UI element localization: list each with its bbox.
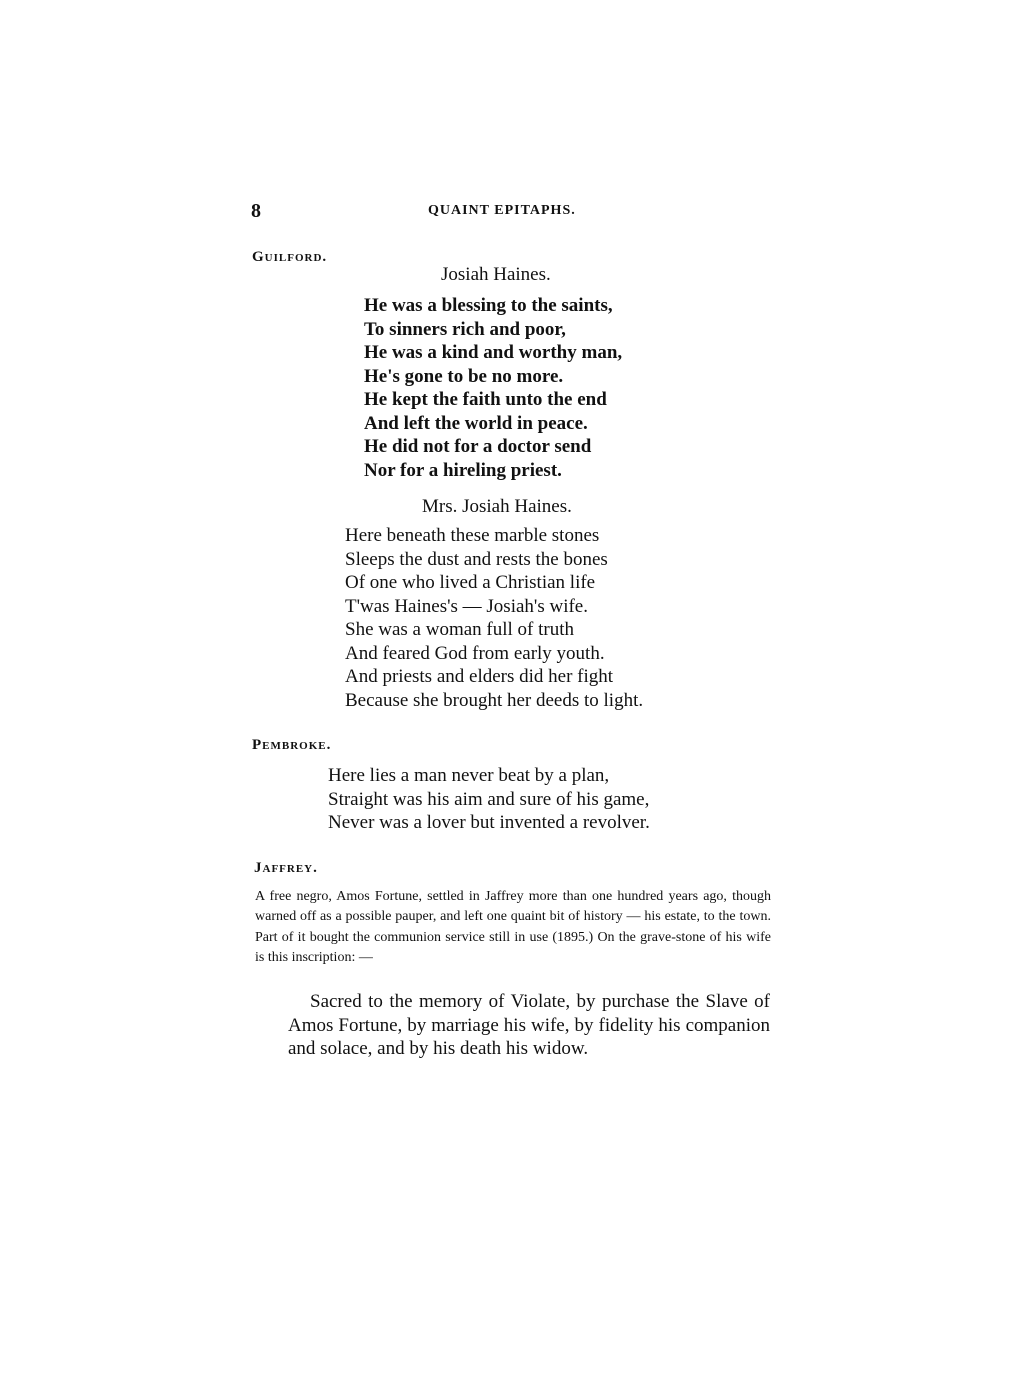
verse-line: Of one who lived a Christian life: [345, 572, 596, 593]
verse-line: And priests and elders did her fight: [345, 666, 614, 687]
verse-line: Sleeps the dust and rests the bones: [345, 548, 608, 570]
epitaph-verse-mrs-josiah-haines: [345, 524, 643, 712]
verse-line: He kept the faith unto the end: [364, 389, 607, 410]
verse-line: He did not for a doctor send: [364, 436, 592, 457]
verse-line: She was a woman full of truth: [345, 619, 575, 640]
jaffrey-note-paragraph: A free negro, Amos Fortune, settled in Jaffrey more than one hundred years ago, though warned off as a possible pauper, and left one quaint bit of history — his estate, to the town. Part of it bought the communion service still in use (1895.) On the grave-stone of his wife is this inscription: —: [255, 889, 771, 965]
verse-line: He was a blessing to the saints,: [364, 295, 613, 316]
verse-line: And feared God from early youth.: [345, 642, 605, 664]
verse-line: He was a kind and worthy man,: [364, 342, 623, 363]
jaffrey-inscription: Sacred to the memory of Violate, by purchase the Slave of Amos Fortune, by marriage his wife, by fidelity his companion and solace, and by his death his widow.: [288, 991, 770, 1060]
verse-line: Because she brought her deeds to light.: [345, 689, 644, 711]
running-title: QUAINT EPITAPHS.: [428, 203, 576, 218]
verse-line: Nor for a hireling priest.: [364, 459, 562, 481]
epitaph-title-mrs-josiah-haines: Mrs. Josiah Haines.: [422, 496, 572, 517]
verse-line: And left the world in peace.: [364, 412, 588, 434]
place-heading-jaffrey: Jaffrey.: [254, 860, 318, 876]
verse-line: Here beneath these marble stones: [345, 525, 600, 546]
verse-line: T'was Haines's — Josiah's wife.: [345, 595, 588, 617]
verse-line: To sinners rich and poor,: [364, 318, 566, 340]
place-heading-pembroke: Pembroke.: [252, 737, 332, 753]
verse-line: Straight was his aim and sure of his game,: [328, 788, 650, 810]
page-number: 8: [251, 200, 261, 222]
epitaph-verse-pembroke: [328, 764, 650, 835]
epitaph-title-josiah-haines: Josiah Haines.: [441, 264, 551, 285]
epitaph-verse-josiah-haines: [364, 294, 622, 482]
place-heading-guilford: Guilford.: [252, 249, 328, 265]
verse-line: Here lies a man never beat by a plan,: [328, 765, 610, 786]
verse-line: Never was a lover but invented a revolver.: [328, 812, 650, 833]
verse-line: He's gone to be no more.: [364, 365, 564, 387]
